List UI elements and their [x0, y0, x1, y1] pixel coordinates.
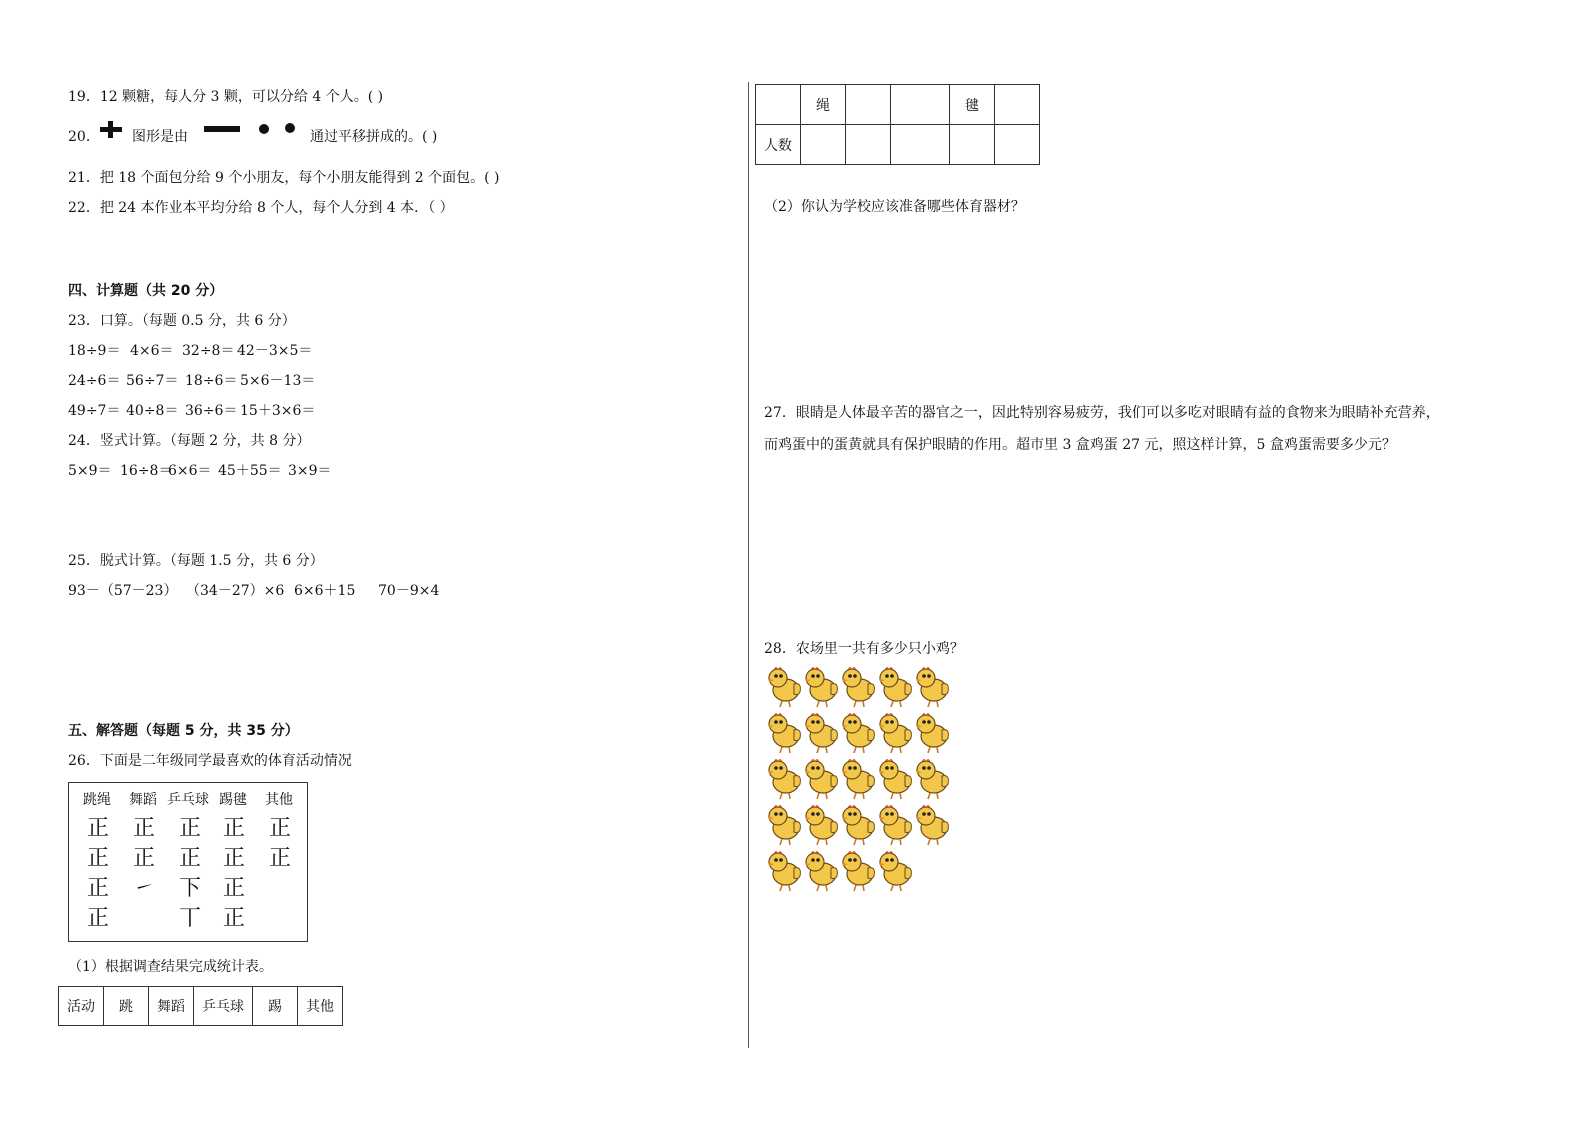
chick-grid	[766, 664, 966, 900]
tally-mark: 正	[223, 816, 246, 841]
plus-shape-icon	[100, 121, 124, 139]
tally-mark: 下	[179, 876, 202, 901]
stats-cell: 毽	[950, 85, 995, 125]
question-20-suffix: 通过平移拼成的。( )	[310, 129, 438, 145]
stats-cell: 其他	[298, 987, 343, 1026]
tally-header: 舞蹈	[129, 792, 157, 808]
tally-mark: 正	[133, 816, 156, 841]
tally-mark: 正	[133, 846, 156, 871]
oral-calc-item: 36÷6＝	[185, 403, 238, 419]
tally-header: 踢毽	[219, 792, 247, 808]
chick-icon	[917, 759, 948, 799]
oral-calc-item: 15＋3×6＝	[240, 403, 316, 419]
tally-mark: 正	[223, 876, 246, 901]
chick-icon	[880, 805, 911, 845]
stats-cell: 乒乓球	[194, 987, 253, 1026]
stats-table-right	[755, 84, 1040, 165]
chick-icon	[843, 759, 874, 799]
step-calc-item: （34－27）×6	[186, 583, 285, 599]
tally-mark: 正	[269, 846, 292, 871]
stats-cell: 活动	[59, 987, 104, 1026]
step-calc-item: 70－9×4	[378, 583, 440, 599]
tally-chart	[68, 782, 308, 942]
tally-header: 乒乓球	[167, 792, 209, 808]
tally-mark: 正	[87, 876, 110, 901]
question-22: 22．把 24 本作业本平均分给 8 个人，每个人分到 4 本．（ ）	[68, 200, 454, 216]
stats-cell: 人数	[756, 125, 801, 165]
oral-calc-item: 32÷8＝	[182, 343, 235, 359]
stats-cell: 舞蹈	[149, 987, 194, 1026]
chick-icon	[769, 851, 800, 891]
stats-cell	[995, 125, 1040, 165]
question-28: 28．农场里一共有多少只小鸡？	[764, 641, 964, 657]
question-19: 19．12 颗糖，每人分 3 颗，可以分给 4 个人。( )	[68, 89, 384, 105]
vertical-calc-item: 45＋55＝	[218, 463, 282, 479]
question-21: 21．把 18 个面包分给 9 个小朋友，每个小朋友能得到 2 个面包。( )	[68, 170, 500, 186]
oral-calc-item: 49÷7＝	[68, 403, 121, 419]
stats-cell	[846, 125, 891, 165]
stats-cell: 跳	[104, 987, 149, 1026]
vertical-calc-item: 16÷8＝	[120, 463, 173, 479]
stats-table-left	[58, 986, 343, 1026]
tally-mark: 正	[179, 816, 202, 841]
step-calc-item: 93－（57－23）	[68, 583, 178, 599]
vertical-calc-item: 3×9＝	[288, 463, 332, 479]
oral-calc-item: 5×6－13＝	[240, 373, 316, 389]
question-26-part-1: （1）根据调查结果完成统计表。	[68, 959, 273, 975]
oral-calc-item: 40÷8＝	[126, 403, 179, 419]
stats-cell	[801, 125, 846, 165]
tally-header: 其他	[265, 792, 293, 808]
stats-cell: 踢	[253, 987, 298, 1026]
chick-icon	[880, 759, 911, 799]
tally-mark: 正	[87, 846, 110, 871]
tally-mark: 丅	[179, 906, 202, 931]
chick-icon	[769, 713, 800, 753]
question-24: 24．竖式计算。（每题 2 分，共 8 分）	[68, 433, 311, 449]
question-26: 26．下面是二年级同学最喜欢的体育活动情况	[68, 753, 352, 769]
vertical-calc-item: 6×6＝	[168, 463, 212, 479]
chick-icon	[769, 759, 800, 799]
chick-icon	[769, 667, 800, 707]
chick-icon	[843, 805, 874, 845]
question-27-line-2: 而鸡蛋中的蛋黄就具有保护眼睛的作用。超市里 3 盒鸡蛋 27 元，照这样计算，5 盒鸡蛋需要多少元？	[764, 437, 1396, 453]
question-27-line-1: 27．眼睛是人体最辛苦的器官之一，因此特别容易疲劳，我们可以多吃对眼睛有益的食物来为眼睛补充营养，	[764, 405, 1440, 421]
oral-calc-item: 56÷7＝	[126, 373, 179, 389]
line-and-dots-shapes-icon	[204, 121, 304, 137]
tally-mark: 正	[223, 846, 246, 871]
chick-icon	[843, 667, 874, 707]
question-20-mid: 图形是由	[132, 129, 188, 145]
oral-calc-item: 18÷9＝	[68, 343, 121, 359]
oral-calc-item: 42－3×5＝	[237, 343, 313, 359]
oral-calc-item: 24÷6＝	[68, 373, 121, 389]
chick-icon	[806, 713, 837, 753]
section-5-title: 五、解答题（每题 5 分，共 35 分）	[68, 723, 299, 739]
chick-icon	[769, 805, 800, 845]
stats-cell	[756, 85, 801, 125]
tally-mark: 正	[87, 906, 110, 931]
tally-mark: 正	[223, 906, 246, 931]
section-4-title: 四、计算题（共 20 分）	[68, 283, 224, 299]
chick-icon	[806, 759, 837, 799]
question-20-number: 20．	[68, 129, 100, 145]
chick-icon	[880, 713, 911, 753]
stats-cell	[950, 125, 995, 165]
chick-icon	[806, 851, 837, 891]
chick-icon	[917, 713, 948, 753]
tally-header: 跳绳	[83, 792, 111, 808]
chick-icon	[880, 851, 911, 891]
chick-icon	[880, 667, 911, 707]
chick-icon	[917, 805, 948, 845]
question-23: 23．口算。（每题 0.5 分，共 6 分）	[68, 313, 296, 329]
chick-icon	[843, 713, 874, 753]
step-calc-item: 6×6＋15	[294, 583, 356, 599]
chick-icon	[806, 667, 837, 707]
stats-cell: 绳	[801, 85, 846, 125]
chick-icon	[806, 805, 837, 845]
question-26-part-2: （2）你认为学校应该准备哪些体育器材？	[764, 199, 1025, 215]
tally-mark: ㇀	[133, 876, 156, 901]
tally-mark: 正	[87, 816, 110, 841]
stats-cell	[846, 85, 891, 125]
tally-mark: 正	[269, 816, 292, 841]
stats-cell	[995, 85, 1040, 125]
chick-icon	[917, 667, 948, 707]
chick-icon	[843, 851, 874, 891]
vertical-calc-item: 5×9＝	[68, 463, 112, 479]
stats-cell	[891, 125, 950, 165]
question-20	[68, 126, 100, 146]
question-25: 25．脱式计算。（每题 1.5 分，共 6 分）	[68, 553, 324, 569]
column-divider	[748, 82, 749, 1048]
oral-calc-item: 18÷6＝	[185, 373, 238, 389]
tally-mark: 正	[179, 846, 202, 871]
stats-cell	[891, 85, 950, 125]
oral-calc-item: 4×6＝	[130, 343, 174, 359]
